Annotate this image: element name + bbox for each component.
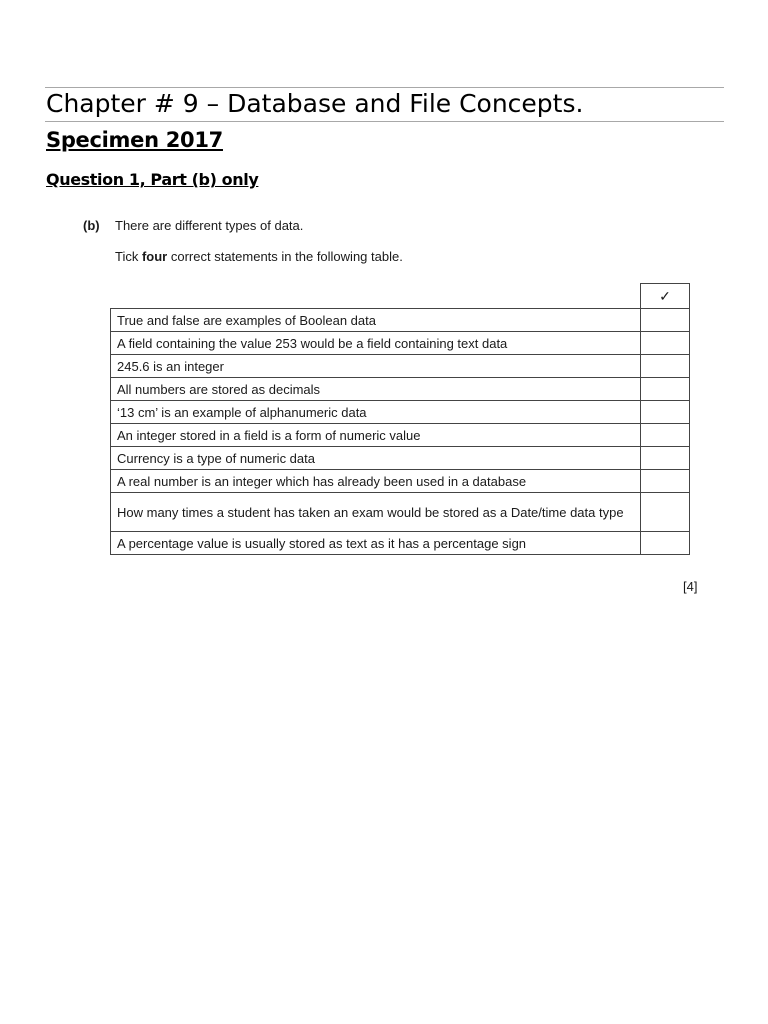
statement-cell: An integer stored in a field is a form of numeric value bbox=[111, 424, 641, 447]
intro-text: There are different types of data. bbox=[115, 218, 304, 233]
table-row bbox=[111, 493, 690, 532]
table-row bbox=[111, 309, 690, 332]
tick-box[interactable] bbox=[641, 378, 690, 401]
statement-cell: True and false are examples of Boolean data bbox=[111, 309, 641, 332]
table-row bbox=[111, 532, 690, 555]
tick-box[interactable] bbox=[641, 424, 690, 447]
table-header-row bbox=[111, 284, 690, 309]
table-row bbox=[111, 447, 690, 470]
statement-cell: A percentage value is usually stored as text as it has a percentage sign bbox=[111, 532, 641, 555]
instruction-post: correct statements in the following table. bbox=[167, 249, 403, 264]
tick-box[interactable] bbox=[641, 332, 690, 355]
statement-cell: ‘13 cm’ is an example of alphanumeric data bbox=[111, 401, 641, 424]
tick-box[interactable] bbox=[641, 532, 690, 555]
statement-cell: All numbers are stored as decimals bbox=[111, 378, 641, 401]
tick-header-cell: ✓ bbox=[641, 284, 690, 309]
tick-box[interactable] bbox=[641, 309, 690, 332]
instruction-text bbox=[115, 249, 403, 264]
tick-box[interactable] bbox=[641, 401, 690, 424]
statements-table bbox=[110, 283, 690, 555]
header-blank-cell bbox=[111, 284, 641, 309]
table-row bbox=[111, 332, 690, 355]
statement-cell: Currency is a type of numeric data bbox=[111, 447, 641, 470]
table-row bbox=[111, 401, 690, 424]
question-heading: Question 1, Part (b) only bbox=[46, 170, 259, 189]
statement-cell: A real number is an integer which has already been used in a database bbox=[111, 470, 641, 493]
table-row bbox=[111, 378, 690, 401]
chapter-title: Chapter # 9 – Database and File Concepts. bbox=[46, 89, 584, 118]
top-rule bbox=[45, 87, 724, 88]
table-row bbox=[111, 470, 690, 493]
bottom-rule bbox=[45, 121, 724, 122]
table-row bbox=[111, 355, 690, 378]
specimen-heading: Specimen 2017 bbox=[46, 128, 223, 152]
part-label: (b) bbox=[83, 218, 100, 233]
table-row bbox=[111, 424, 690, 447]
statement-cell: 245.6 is an integer bbox=[111, 355, 641, 378]
tick-box[interactable] bbox=[641, 447, 690, 470]
tick-box[interactable] bbox=[641, 493, 690, 532]
instruction-pre: Tick bbox=[115, 249, 142, 264]
instruction-bold: four bbox=[141, 249, 168, 264]
marks-label: [4] bbox=[683, 579, 698, 594]
statement-cell: A field containing the value 253 would be a field containing text data bbox=[111, 332, 641, 355]
tick-box[interactable] bbox=[641, 470, 690, 493]
tick-box[interactable] bbox=[641, 355, 690, 378]
statement-cell: How many times a student has taken an exam would be stored as a Date/time data type bbox=[111, 493, 641, 532]
